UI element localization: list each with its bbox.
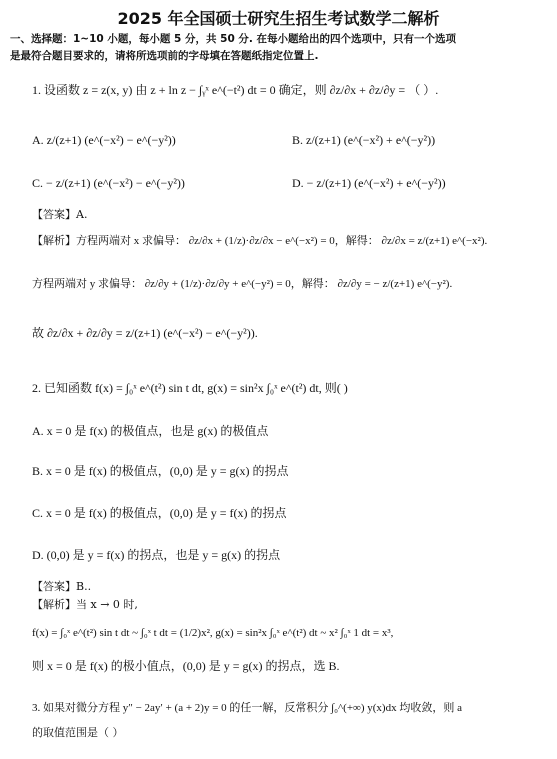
q1-analysis-1: 【解析】方程两端对 x 求偏导： ∂z/∂x + (1/z)·∂z/∂x − e^(−x²) = 0，解得： ∂z/∂x = z/(z+1) e^(−x²). (32, 235, 488, 247)
q2-option-a: A. x = 0 是 f(x) 的极值点，也是 g(x) 的极值点 (32, 424, 269, 438)
page-title: 2025 年全国硕士研究生招生考试数学二解析 (117, 9, 440, 28)
q1-option-c: C. − z/(z+1) (e^(−x²) − e^(−y²)) (32, 176, 185, 190)
q1-stem: 1. 设函数 z = z(x, y) 由 z + ln z − ∫ᵧˣ e^(−t²) dt = 0 确定，则 ∂z/∂x + ∂z/∂y = （ ）. (32, 83, 439, 97)
q1-option-d: D. − z/(z+1) (e^(−x²) + e^(−y²)) (292, 176, 446, 190)
q1-analysis-2: 方程两端对 y 求偏导： ∂z/∂y + (1/z)·∂z/∂y + e^(−y²) = 0，解得： ∂z/∂y = − z/(z+1) e^(−y²). (32, 278, 453, 290)
q3-stem-continued: 的取值范围是（ ） (32, 726, 124, 739)
q2-option-b: B. x = 0 是 f(x) 的极值点，(0,0) 是 y = g(x) 的拐点 (32, 464, 289, 478)
q2-answer: 【答案】B.. (32, 580, 92, 593)
section-heading-line1: 一、选择题：1~10 小题，每小题 5 分，共 50 分. 在每小题给出的四个选项中，只有一个选项 (10, 33, 457, 45)
q2-analysis-3: 则 x = 0 是 f(x) 的极小值点，(0,0) 是 y = g(x) 的拐点，选 B. (32, 659, 340, 673)
q2-analysis-1: 【解析】当 x → 0 时, (32, 598, 138, 611)
q1-option-a: A. z/(z+1) (e^(−x²) − e^(−y²)) (32, 133, 176, 147)
q3-stem: 3. 如果对微分方程 y″ − 2ay′ + (a + 2)y = 0 的任一解，反常积分 ∫₀^(+∞) y(x)dx 均收敛，则 a (32, 702, 462, 714)
q2-stem: 2. 已知函数 f(x) = ∫₀ˣ e^(t²) sin t dt, g(x) = sin²x ∫₀ˣ e^(t²) dt, 则( ) (32, 381, 348, 395)
q1-analysis-3: 故 ∂z/∂x + ∂z/∂y = z/(z+1) (e^(−x²) − e^(−y²)). (32, 326, 258, 340)
q1-option-b: B. z/(z+1) (e^(−x²) + e^(−y²)) (292, 133, 436, 147)
q2-option-d: D. (0,0) 是 y = f(x) 的拐点，也是 y = g(x) 的拐点 (32, 548, 281, 562)
section-heading-line2: 是最符合题目要求的，请将所选项前的字母填在答题纸指定位置上. (10, 50, 319, 62)
q2-option-c: C. x = 0 是 f(x) 的极值点，(0,0) 是 y = f(x) 的拐点 (32, 506, 287, 520)
q1-answer: 【答案】A. (32, 208, 88, 221)
q2-analysis-2: f(x) = ∫₀ˣ e^(t²) sin t dt ~ ∫₀ˣ t dt = (1/2)x², g(x) = sin²x ∫₀ˣ e^(t²) dt ~ x² ∫₀ˣ 1 dt = x³, (32, 627, 394, 639)
